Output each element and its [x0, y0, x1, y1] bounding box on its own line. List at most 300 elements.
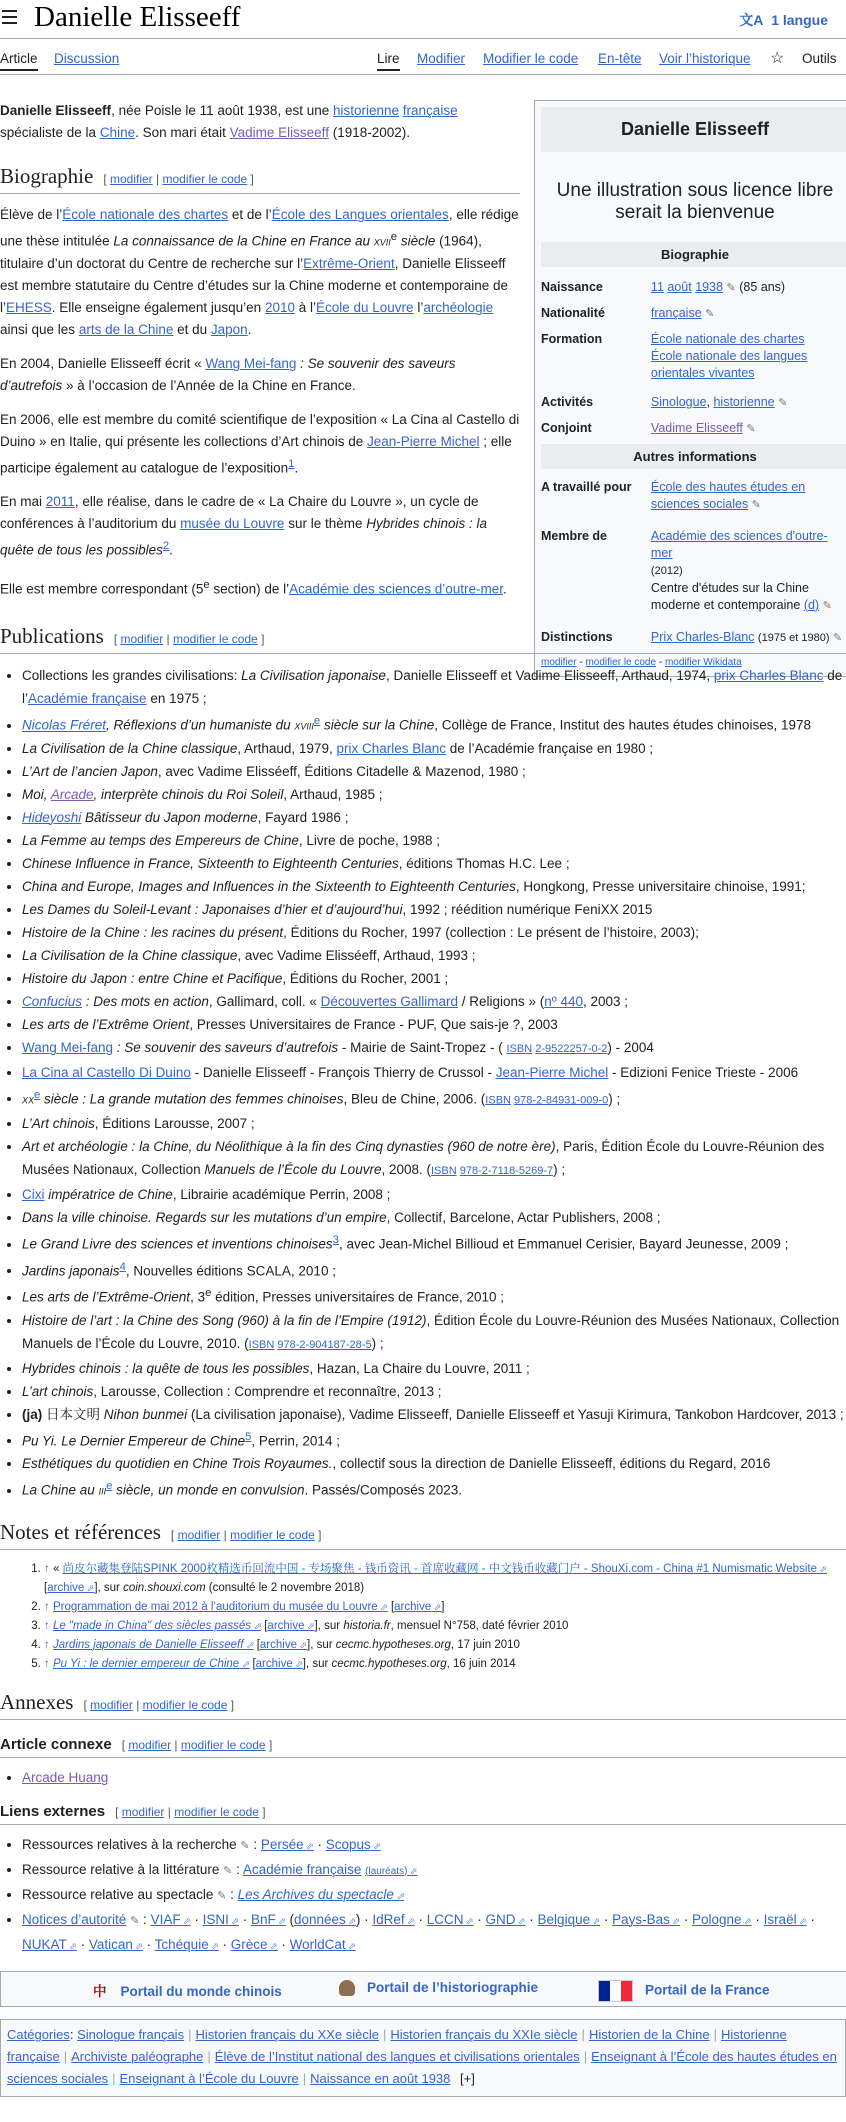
text: siècle: [397, 233, 436, 249]
category-link[interactable]: Historien de la Chine: [588, 2027, 710, 2042]
category-link[interactable]: Naissance en août 1938: [310, 2071, 451, 2086]
edit-pencil-icon[interactable]: ✎: [217, 1889, 227, 1902]
publication-item: [22, 967, 846, 990]
tab-edit[interactable]: Modifier: [417, 51, 466, 66]
tab-edit-source[interactable]: Modifier le code: [483, 51, 579, 66]
text: édition, Presses universitaires de France, 2010 ;: [211, 1289, 504, 1305]
external-link[interactable]: Académie française: [242, 1861, 362, 1877]
text: e: [203, 578, 210, 591]
link[interactable]: nº 440: [544, 993, 583, 1009]
link[interactable]: Extrême-Orient: [303, 255, 395, 271]
edit-section-link[interactable]: modifier: [109, 172, 153, 186]
infobox-edit-wikidata-link[interactable]: modifier Wikidata: [664, 657, 742, 668]
edit-section-link[interactable]: modifier: [90, 1697, 133, 1712]
text: «: [49, 1562, 63, 1575]
text: , Perrin, 2014 ;: [251, 1433, 340, 1448]
infobox-key: Conjoint: [541, 421, 592, 435]
publication-item: [22, 875, 846, 898]
language-button[interactable]: [739, 10, 828, 30]
infobox-link[interactable]: École nationale des chartes: [650, 332, 805, 346]
tab-add-topic[interactable]: En-tête: [598, 51, 642, 66]
infobox-key: Activités: [541, 395, 594, 409]
separator: |: [383, 2027, 387, 2042]
link[interactable]: École nationale des chartes: [62, 207, 229, 222]
edit-source-link[interactable]: modifier le code: [142, 1697, 228, 1712]
publication-item: [22, 760, 846, 783]
tab-article[interactable]: Article: [0, 51, 38, 71]
text: [: [44, 1581, 48, 1594]
separator: ·: [806, 1911, 815, 1927]
publication-item: [22, 898, 846, 921]
heading-text: Liens externes: [0, 1802, 106, 1820]
text: section) de l’: [209, 581, 290, 596]
separator: |: [156, 172, 160, 186]
link[interactable]: Wang Mei-fang: [22, 1039, 114, 1055]
separator: |: [583, 2049, 588, 2064]
category-link[interactable]: Enseignant à l’École des hautes études en sciences sociales: [7, 2049, 837, 2086]
portal-historiography[interactable]: [339, 1980, 538, 1996]
link[interactable]: prix Charles Blanc: [336, 740, 446, 756]
text: et de l’: [228, 207, 272, 222]
text: Manuels de l’École du Louvre: [204, 1162, 382, 1177]
edit-pencil-icon[interactable]: ✎: [832, 632, 843, 644]
publication-item: [22, 1084, 846, 1113]
authority-link[interactable]: WorldCat ⬀: [290, 1937, 356, 1952]
authority-link[interactable]: ISNI ⬀: [203, 1912, 239, 1927]
category-links: [7, 2027, 837, 2086]
category-link[interactable]: Élève de l’Institut national des langues et civilisations orientales: [214, 2049, 580, 2064]
tab-discussion[interactable]: Discussion: [54, 51, 120, 66]
infobox-link[interactable]: française: [650, 306, 702, 320]
separator: |: [167, 1804, 171, 1819]
link[interactable]: 3: [332, 1234, 339, 1246]
authority-link[interactable]: LCCN ⬀: [427, 1912, 474, 1927]
link[interactable]: 尚皮尔藏集登陆SPINK 2000枚精选币回流中国 - 专场聚焦 - 钱币资讯 - 首席收藏网 - 中文钱币收藏门户 - ShouXi.com - China #1 Numismatic Website ⬀: [63, 1563, 827, 1575]
publication-item: [22, 737, 846, 760]
edit-pencil-icon[interactable]: ✎: [726, 282, 736, 294]
text: xx: [22, 1091, 35, 1106]
separator: |: [136, 1697, 140, 1712]
reference-item: [44, 1617, 846, 1636]
text: , Danielle Elisseeff est membre statutaire du Centre d’études sur la Chine moderne et contemporaine de l’: [0, 255, 509, 315]
separator: |: [302, 2071, 307, 2086]
link[interactable]: ↑: [44, 1600, 50, 1613]
biographie-paragraph-4: [0, 491, 520, 562]
publication-item: [22, 944, 846, 967]
authority-links: [22, 1912, 815, 1952]
text: , Presses Universitaires de France - PUF, Que sais-je ?, 2003: [189, 1016, 558, 1032]
external-link[interactable]: (lauréats) ⬀: [365, 1866, 417, 1877]
link[interactable]: Pu Yi : le dernier empereur de Chine ⬀: [53, 1658, 249, 1670]
authority-link[interactable]: Pays-Bas ⬀: [612, 1912, 680, 1927]
text: Dans la ville chinoise. Regards sur les mutations d’un empire: [22, 1210, 387, 1225]
infobox-edit-link[interactable]: modifier: [541, 657, 577, 668]
text: China and Europe, Images and Influences in the Sixteenth to Eighteenth Centuries: [22, 878, 516, 894]
text: - Edizioni Fenice Trieste - 2006: [608, 1064, 799, 1080]
tab-read[interactable]: Lire: [377, 51, 400, 71]
text: ]: [441, 1600, 445, 1613]
text: [: [261, 1619, 268, 1632]
edit-pencil-icon[interactable]: ✎: [822, 600, 832, 612]
link[interactable]: Wang Mei-fang: [205, 355, 297, 371]
infobox-link[interactable]: Prix Charles-Blanc: [650, 630, 755, 644]
link[interactable]: 5: [245, 1430, 252, 1443]
text: , elle rédige une thèse intitulée: [0, 207, 519, 249]
text: .: [503, 581, 507, 596]
heading-text: Biographie: [0, 164, 94, 188]
link[interactable]: Hideyoshi: [22, 809, 82, 825]
text: , 2008. (: [381, 1162, 431, 1177]
publication-item: [22, 1475, 846, 1502]
authority-link[interactable]: Pologne ⬀: [692, 1912, 752, 1927]
list-item: • Ressource relative à la littérature ✎ : Académie française (lauréats) ⬀: [22, 1858, 846, 1883]
authority-link[interactable]: Israël ⬀: [764, 1912, 807, 1927]
link[interactable]: archive ⬀: [47, 1582, 94, 1594]
link[interactable]: Notices d’autorité: [22, 1911, 127, 1927]
text: - Danielle Elisseeff - François Thierry de Crussol -: [190, 1064, 496, 1080]
authority-link[interactable]: BnF ⬀: [251, 1912, 286, 1927]
separator: |: [188, 2027, 192, 2042]
section-heading-liens-externes: Liens externes [ modifier | modifier le code ]: [0, 1803, 846, 1825]
infobox-value: (2012): [650, 565, 683, 577]
text: , Éditions du Rocher, 1997 (collection : Le présent de l’histoire, 2003);: [283, 924, 699, 940]
category-link[interactable]: Historien français du XXIe siècle: [390, 2027, 578, 2042]
list-item: • Ressources relatives à la recherche ✎ : Persée ⬀ · Scopus ⬀: [22, 1833, 846, 1858]
infobox-link[interactable]: École nationale des langues orientales vivantes: [650, 349, 808, 380]
list-item: • Ressource relative au spectacle ✎ : Les Archives du spectacle ⬀: [22, 1883, 846, 1908]
link[interactable]: Arcade: [50, 786, 94, 802]
edit-source-link[interactable]: modifier le code: [173, 632, 258, 646]
text: (La civilisation japonaise), Vadime Elisseeff, Danielle Elisseeff et Yasuji Kirimura, Tankobon Hardcover, 2013 ;: [187, 1406, 844, 1422]
tab-history[interactable]: Voir l’historique: [659, 51, 751, 66]
authority-link[interactable]: Vatican ⬀: [89, 1937, 143, 1952]
authority-link[interactable]: VIAF ⬀: [151, 1912, 191, 1927]
reference-item: [44, 1655, 846, 1674]
link[interactable]: 2010: [264, 299, 295, 315]
text: , Hazan, La Chaire du Louvre, 2011 ;: [309, 1360, 530, 1376]
external-link[interactable]: Scopus ⬀: [326, 1837, 381, 1852]
text: , Larousse, Collection : Comprendre et reconnaître, 2013 ;: [93, 1383, 442, 1399]
text: sur le thème: [284, 516, 367, 531]
article-body: [0, 100, 846, 1958]
text: Moi,: [22, 786, 51, 802]
link[interactable]: Chine: [99, 125, 136, 140]
infobox-edit-source-link[interactable]: modifier le code: [585, 657, 657, 668]
text: siècle, un monde en convulsion: [112, 1482, 305, 1498]
link[interactable]: 2-9522257-0-2: [535, 1042, 608, 1055]
edit-source-link[interactable]: modifier le code: [174, 1804, 259, 1819]
link[interactable]: École des Langues orientales: [271, 207, 449, 222]
external-link[interactable]: Les Archives du spectacle ⬀: [238, 1887, 404, 1902]
infobox-link[interactable]: École des hautes études en sciences sociales: [650, 480, 806, 511]
heading-text: Notes et références: [0, 1519, 161, 1544]
external-links-list: [0, 1833, 846, 1958]
text: Les arts de l’Extrême Orient: [22, 1016, 190, 1032]
text: e: [390, 231, 398, 243]
authority-link[interactable]: Belgique ⬀: [538, 1912, 601, 1927]
text: (1918-2002).: [328, 125, 411, 140]
main-menu-icon[interactable]: [2, 10, 17, 24]
link[interactable]: historienne: [332, 103, 400, 118]
watch-star-icon[interactable]: ☆: [770, 50, 785, 67]
text: , 2003 ;: [582, 993, 629, 1009]
link[interactable]: française: [402, 103, 458, 118]
link[interactable]: ISBN: [485, 1094, 511, 1106]
separator: -: [576, 657, 586, 668]
text: , Livre de poche, 1988 ;: [298, 832, 440, 848]
link[interactable]: musée du Louvre: [180, 516, 285, 531]
infobox-value: (85 ans): [739, 280, 786, 294]
text: historia.fr: [343, 1619, 391, 1632]
text: La connaissance de la Chine en France au: [113, 233, 374, 249]
link[interactable]: Académie française: [28, 691, 147, 706]
publication-item: [22, 1013, 846, 1036]
text: xvii: [373, 233, 391, 249]
text: En 2006, elle est membre du comité scientifique de l’exposition « La Cina al Castello di Duino » en Italie, qui présente les collections d’Art chinois de: [0, 411, 520, 449]
link[interactable]: 4: [119, 1260, 126, 1273]
link[interactable]: archive ⬀: [260, 1639, 307, 1651]
infobox-link[interactable]: août: [667, 280, 692, 294]
link[interactable]: Le "made in China" des siècles passés ⬀: [53, 1620, 261, 1632]
link[interactable]: archéologie: [423, 299, 494, 315]
text: Les arts de l’Extrême-Orient: [22, 1289, 191, 1305]
separator: ): [355, 1911, 361, 1927]
link[interactable]: École du Louvre: [316, 299, 414, 315]
authority-link[interactable]: données ⬀: [294, 1912, 356, 1927]
link[interactable]: Académie des sciences d’outre-mer: [289, 581, 504, 596]
link[interactable]: ↑: [44, 1638, 50, 1651]
text: Collections les grandes civilisations:: [22, 668, 242, 683]
link[interactable]: La Cina al Castello Di Duino: [22, 1064, 191, 1080]
separator: |: [112, 2071, 116, 2086]
edit-section-link[interactable]: modifier: [177, 1527, 221, 1542]
link[interactable]: Jean-Pierre Michel: [495, 1064, 609, 1080]
link[interactable]: Nicolas Fréret: [22, 717, 107, 733]
page-tabs: [0, 44, 846, 75]
text: L’art chinois: [22, 1383, 94, 1399]
reference-item: [44, 1598, 846, 1617]
section-heading-notes: Notes et références [ modifier | modifier le code ]: [0, 1520, 846, 1550]
edit-section-link[interactable]: modifier: [121, 1804, 165, 1819]
text: L’Art chinois: [22, 1116, 95, 1131]
infobox-section-autres: Autres informations: [541, 444, 846, 469]
infobox-row-activites: Activités Sinologue, historienne ✎: [535, 390, 846, 416]
link[interactable]: ↑: [44, 1562, 50, 1575]
publication-item: [22, 1357, 846, 1380]
link[interactable]: EHESS: [6, 299, 52, 315]
text: et du: [173, 321, 211, 337]
reference-link[interactable]: 1: [288, 457, 295, 470]
publication-item: [22, 990, 846, 1013]
text: : Des mots en action: [82, 993, 209, 1009]
text: , collectif sous la direction de Danielle Elisseeff, éditions du Regard, 2016: [332, 1456, 771, 1471]
historian-portal-icon: [339, 1980, 355, 1996]
text: : Se souvenir des saveurs d’autrefois: [113, 1039, 339, 1055]
link[interactable]: Arcade Huang: [22, 1769, 109, 1785]
authority-link[interactable]: Tchéquie ⬀: [155, 1937, 219, 1952]
link[interactable]: Vadime Elisseeff: [229, 125, 329, 140]
publication-item: [22, 1036, 846, 1061]
portal-label: Portail du monde chinois: [120, 1984, 282, 1999]
link[interactable]: ↑: [44, 1657, 50, 1670]
text: siècle : La grande mutation des femmes chinoises: [40, 1091, 344, 1106]
publication-item: [22, 1256, 846, 1283]
publication-item: [22, 1426, 846, 1453]
publication-item: [22, 1403, 846, 1426]
edit-pencil-icon[interactable]: ✎: [751, 499, 761, 511]
reference-item: [44, 1636, 846, 1655]
publication-item: [22, 829, 846, 852]
text: , Paris, Édition École du Louvre-Réunion des Musées Nationaux, Collection: [22, 1139, 825, 1177]
category-link[interactable]: Historienne française: [7, 2027, 787, 2064]
link[interactable]: ↑: [44, 1619, 50, 1632]
link[interactable]: Découvertes Gallimard: [320, 993, 458, 1009]
reference-link[interactable]: 2: [162, 540, 170, 552]
category-link[interactable]: Sinologue français: [77, 2027, 185, 2042]
text: Les Dames du Soleil-Levant : Japonaises d’hier et d’aujourd’hui: [22, 901, 403, 917]
text: Nihon bunmei: [103, 1406, 188, 1422]
publication-item: [22, 1135, 846, 1183]
text: Pu Yi. Le Dernier Empereur de Chine: [22, 1433, 246, 1448]
text: La Civilisation de la Chine classique: [22, 740, 238, 756]
link[interactable]: 978-2-84931-009-0: [514, 1094, 609, 1106]
link[interactable]: ISBN: [248, 1338, 275, 1351]
biographie-paragraph-5: [0, 574, 520, 601]
edit-pencil-icon[interactable]: ✎: [705, 308, 715, 320]
separator: ·: [142, 1936, 155, 1952]
edit-pencil-icon[interactable]: ✎: [778, 397, 788, 409]
text: 日本文明: [42, 1406, 104, 1422]
link[interactable]: Jean-Pierre Michel: [366, 433, 480, 449]
reference-item: [44, 1560, 846, 1598]
link[interactable]: archive ⬀: [267, 1620, 314, 1632]
edit-pencil-icon[interactable]: ✎: [223, 1864, 233, 1877]
text: .: [247, 321, 252, 337]
text: , elle réalise, dans le cadre de « La Chaire du Louvre », un cycle de conférences à l’auditorium du: [0, 494, 479, 531]
edit-pencil-icon[interactable]: ✎: [746, 423, 756, 435]
publication-item: [22, 852, 846, 875]
text: » à l’occasion de l’Année de la Chine en France.: [62, 377, 356, 393]
text: , Gallimard, coll. «: [208, 993, 321, 1009]
text: , 3: [190, 1289, 206, 1305]
link[interactable]: prix Charles Blanc: [713, 668, 824, 683]
infobox-link[interactable]: Académie des sciences d'outre-mer: [650, 529, 828, 560]
link[interactable]: Programmation de mai 2012 à l’auditorium du musée du Louvre ⬀: [53, 1601, 388, 1613]
list-item: [22, 1766, 846, 1789]
text: cecmc.hypotheses.org: [335, 1638, 451, 1651]
edit-pencil-icon[interactable]: ✎: [240, 1839, 250, 1852]
infobox-key: Formation: [541, 332, 603, 346]
category-link[interactable]: Historien français du XXe siècle: [195, 2027, 379, 2042]
infobox-link[interactable]: 1938: [695, 280, 724, 294]
link[interactable]: e: [34, 1088, 41, 1101]
infobox-image-placeholder: Une illustration sous licence libre serait la bienvenue: [556, 180, 834, 223]
text: Jardins japonais: [22, 1263, 120, 1278]
text: à l’: [294, 299, 316, 315]
link[interactable]: e: [313, 715, 321, 727]
text: de l’Académie française en 1980 ;: [446, 740, 654, 756]
list-item: • Notices d’autorité ✎ : VIAF ⬀ · ISNI ⬀ · BnF ⬀ (données ⬀ ) · IdRef ⬀ · LCCN ⬀ · GND ⬀ · Belgique ⬀ · Pays-Bas ⬀ · Pologne ⬀ · Israël ⬀ · NUKAT ⬀ · Vatican ⬀ · Tchéquie ⬀ · Grèce ⬀ · WorldCat ⬀: [22, 1908, 846, 1958]
text: Bâtisseur du Japon moderne: [81, 809, 258, 825]
link[interactable]: e: [106, 1480, 113, 1492]
publication-item: [22, 1452, 846, 1475]
publication-item: [22, 1380, 846, 1403]
tools-menu[interactable]: Outils: [802, 51, 837, 66]
translate-icon: 文A: [739, 12, 764, 28]
infobox-link[interactable]: Vadime Elisseeff: [650, 421, 743, 435]
text: .: [169, 542, 173, 558]
authority-link[interactable]: NUKAT ⬀: [22, 1937, 77, 1952]
categories-box: Catégories: Sinologue français | Historien français du XXe siècle | Historien français du XXIe siècle | Historien de la Chine | Historienne française | Archiviste paléographe | Élève de l’Institut national des langues et civilisations orientales | Enseignant à l’École des hautes études en sciences sociales | Enseignant à l’École du Louvre | Naissance en août 1938 [+]: [0, 2019, 846, 2097]
heading-text: Annexes: [0, 1689, 74, 1714]
category-link[interactable]: Enseignant à l’École du Louvre: [119, 2071, 299, 2086]
edit-section-link[interactable]: modifier: [128, 1737, 172, 1752]
biographie-paragraph-2: [0, 353, 520, 397]
text: . Passés/Composés 2023.: [304, 1482, 463, 1498]
text: Esthétiques du quotidien en Chine Trois Royaumes.: [22, 1456, 333, 1471]
link[interactable]: Jardins japonais de Danielle Elisseeff ⬀: [53, 1639, 254, 1651]
infobox-link[interactable]: 11: [650, 280, 664, 294]
edit-section-link[interactable]: modifier: [120, 632, 164, 646]
separator: ·: [360, 1911, 373, 1927]
portal-france[interactable]: [598, 1980, 770, 2002]
text: en 1975 ;: [146, 691, 207, 706]
infobox-link[interactable]: historienne: [713, 395, 775, 409]
link[interactable]: archive ⬀: [394, 1601, 441, 1613]
biographie-paragraph-3: [0, 409, 520, 480]
link[interactable]: 978-2-904187-28-5: [277, 1338, 372, 1351]
external-link[interactable]: Persée ⬀: [261, 1837, 314, 1852]
subject-name: Danielle Elisseeff: [0, 103, 112, 118]
text: ], sur: [302, 1657, 332, 1670]
portal-chinese-world[interactable]: [93, 1980, 282, 2000]
link[interactable]: 978-2-7118-5269-7: [459, 1165, 554, 1177]
separator: ·: [238, 1911, 251, 1927]
text: . Elle enseigne également jusqu’en: [51, 299, 265, 315]
separator: ·: [600, 1911, 613, 1927]
text: ) ;: [371, 1335, 384, 1351]
link[interactable]: ISBN: [430, 1165, 457, 1177]
category-link[interactable]: Archiviste paléographe: [71, 2049, 204, 2064]
text: ], sur: [94, 1581, 124, 1594]
separator: ·: [525, 1911, 538, 1927]
authority-link[interactable]: Grèce ⬀: [231, 1937, 278, 1952]
edit-source-link[interactable]: modifier le code: [162, 172, 248, 186]
authority-link[interactable]: GND ⬀: [486, 1912, 526, 1927]
text: , Danielle Elisseeff et Vadime Elisseeff, Arthaud, 1974,: [385, 668, 714, 683]
authority-link[interactable]: IdRef ⬀: [372, 1912, 414, 1927]
portal-label: Portail de la France: [645, 1982, 770, 1998]
link[interactable]: Cixi: [22, 1187, 45, 1202]
edit-source-link[interactable]: modifier le code: [230, 1527, 315, 1542]
link[interactable]: 2011: [45, 494, 75, 509]
edit-pencil-icon[interactable]: ✎: [130, 1914, 140, 1927]
publication-item: [22, 921, 846, 944]
infobox-link[interactable]: (d): [803, 598, 820, 612]
link[interactable]: arts de la Chine: [78, 321, 174, 337]
publication-item: [22, 1112, 846, 1135]
categories-label[interactable]: Catégories: [7, 2027, 70, 2042]
text: l’: [413, 299, 424, 315]
expand-categories-button[interactable]: [+]: [456, 2071, 475, 2086]
link[interactable]: Japon: [210, 321, 248, 337]
link[interactable]: archive ⬀: [256, 1658, 303, 1670]
text: , Fayard 1986 ;: [257, 809, 349, 825]
link[interactable]: ISBN: [506, 1042, 533, 1055]
edit-source-link[interactable]: modifier le code: [180, 1737, 266, 1752]
infobox-link[interactable]: Sinologue: [650, 395, 707, 409]
link[interactable]: Confucius: [22, 993, 83, 1009]
